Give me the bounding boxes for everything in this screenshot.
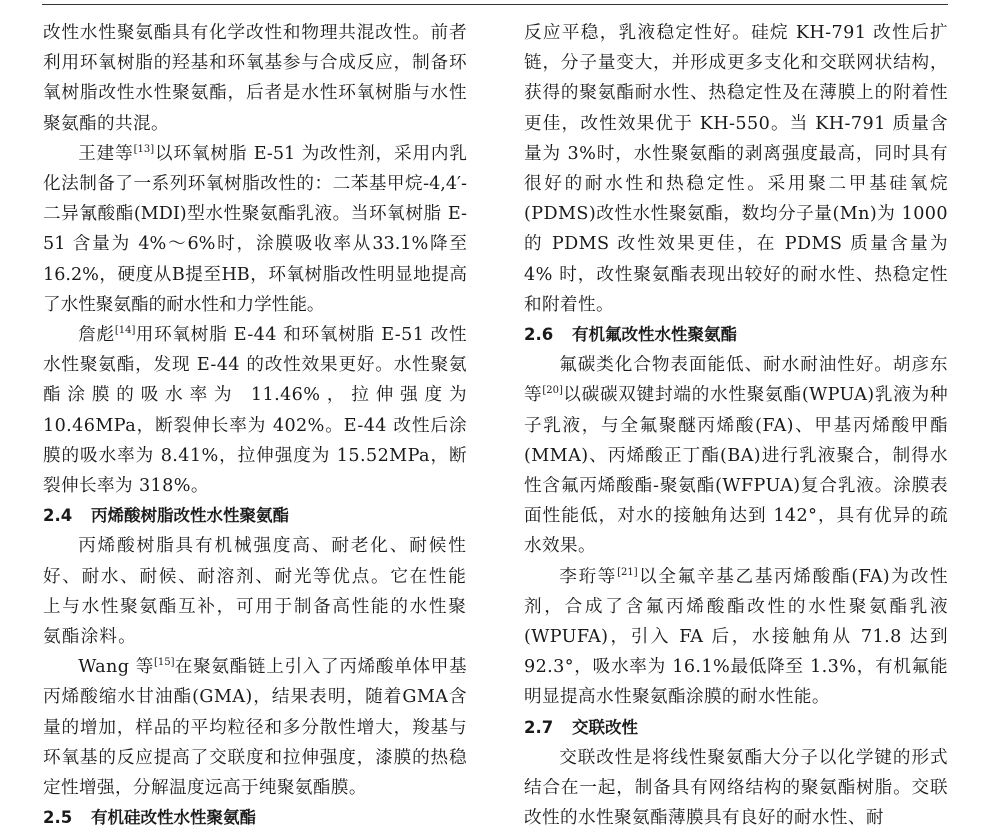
author-name: 詹彪: [78, 325, 115, 346]
section-number: 2.7: [524, 717, 554, 737]
section-title: 有机硅改性水性聚氨酯: [91, 808, 256, 828]
paragraph-text: 氟碳类化合物表面能低、耐水耐油性好。胡彦东等: [524, 355, 948, 406]
paragraph-text: 以碳碳双键封端的水性聚氨酯(WPUA)乳液为种子乳液，与全氟聚醚丙烯酸(FA)、甲基丙烯酸甲酯(MMA)、丙烯酸正丁酯(BA)进行乳液聚合，制得水性含氟丙烯酸酯-聚氨酯(WFPUA)复合乳液。涂膜表面性能低，对水的接触角达到 142°，具有优异的疏水效果。: [524, 385, 948, 557]
left-column: [43, 18, 467, 833]
paragraph-crosslink: 交联改性是将线性聚氨酯大分子以化学键的形式结合在一起，制备具有网络结构的聚氨酯树脂。交联改性的水性聚氨酯薄膜具有良好的耐水性、耐: [524, 747, 948, 829]
section-number: 2.4: [43, 506, 73, 526]
citation-marker: [13]: [133, 143, 155, 155]
paragraph-silane: 反应平稳，乳液稳定性好。硅烷 KH-791 改性后扩链，分子量变大，并形成更多支化和交联网状结构，获得的聚氨酯耐水性、热稳定性及在薄膜上的附着性更佳，改性效果优于 KH-550。当 KH-791 质量含量为 3%时，水性聚氨酯的剥离强度最高，同时具有很好的耐水性和热稳定性。采用聚二甲基硅氧烷(PDMS)改性水性聚氨酯，数均分子量(Mn)为 1000 的 PDMS 改性效果更佳，在 PDMS 质量含量为 4% 时，改性聚氨酯表现出较好的耐水性、热稳定性和附着性。: [524, 23, 948, 315]
paragraph-text: 以环氧树脂 E-51 为改性剂，采用内乳化法制备了一系列环氧树脂改性的：二苯基甲烷-4,4′-二异氰酸酯(MDI)型水性聚氨酯乳液。当环氧树脂 E-51 含量为 4%～6%时，涂膜吸收率从33.1%降至16.2%，硬度从B提至HB，环氧树脂改性明显地提高了水性聚氨酯的耐水性和力学性能。: [43, 143, 467, 315]
section-heading-2-7: [524, 713, 948, 743]
paragraph-text: 在聚氨酯链上引入了丙烯酸单体甲基丙烯酸缩水甘油酯(GMA)，结果表明，随着GMA含量的增加，样品的平均粒径和多分散性增大，羧基与环氧基的反应提高了交联度和拉伸强度，漆膜的热稳定性增强，分解温度远高于纯聚氨酯膜。: [43, 657, 467, 799]
paragraph-zhan-biao: [43, 320, 467, 501]
paragraph-wang-jian: [43, 139, 467, 320]
paragraph-hu-yandong: [524, 350, 948, 561]
paragraph-wang: [43, 652, 467, 803]
citation-marker: [14]: [114, 325, 136, 337]
section-title: 丙烯酸树脂改性水性聚氨酯: [91, 506, 289, 526]
header-rule: [42, 4, 948, 5]
section-number: 2.6: [524, 325, 554, 345]
right-column: [524, 18, 948, 833]
section-number: 2.5: [43, 808, 73, 828]
author-name: Wang 等: [78, 657, 154, 678]
author-name: 王建等: [78, 143, 134, 164]
paragraph-epoxy-intro: 改性水性聚氨酯具有化学改性和物理共混改性。前者利用环氧树脂的羟基和环氧基参与合成反应，制备环氧树脂改性水性聚氨酯，后者是水性环氧树脂与水性聚氨酯的共混。: [43, 23, 467, 134]
section-title: 有机氟改性水性聚氨酯: [572, 325, 737, 345]
paragraph-text: 用环氧树脂 E-44 和环氧树脂 E-51 改性水性聚氨酯，发现 E-44 的改性效果更好。水性聚氨酯涂膜的吸水率为 11.46%，拉伸强度为10.46MPa，断裂伸长率为 402%。E-44 改性后涂膜的吸水率为 8.41%，拉伸强度为 15.52MPa，断裂伸长率为 318%。: [43, 325, 467, 497]
paragraph-li-heng: [524, 562, 948, 713]
paragraph-acrylic-intro: 丙烯酸树脂具有机械强度高、耐老化、耐候性好、耐水、耐候、耐溶剂、耐光等优点。它在性能上与水性聚氨酯互补，可用于制备高性能的水性聚氨酯涂料。: [43, 536, 467, 648]
section-heading-2-6: [524, 320, 948, 350]
citation-marker: [15]: [153, 657, 175, 669]
section-heading-2-4: [43, 501, 467, 531]
section-title: 交联改性: [572, 717, 638, 737]
citation-marker: [21]: [617, 566, 638, 578]
author-name: 李珩等: [559, 566, 618, 587]
citation-marker: [20]: [542, 385, 563, 397]
paragraph-text: 以全氟辛基乙基丙烯酸酯(FA)为改性剂，合成了含氟丙烯酸酯改性的水性聚氨酯乳液(WPUFA)，引入 FA 后，水接触角从 71.8 达到92.3°，吸水率为 16.1%最低降至 1.3%，有机氟能明显提高水性聚氨酯涂膜的耐水性能。: [524, 566, 948, 708]
section-heading-2-5: [43, 803, 467, 833]
